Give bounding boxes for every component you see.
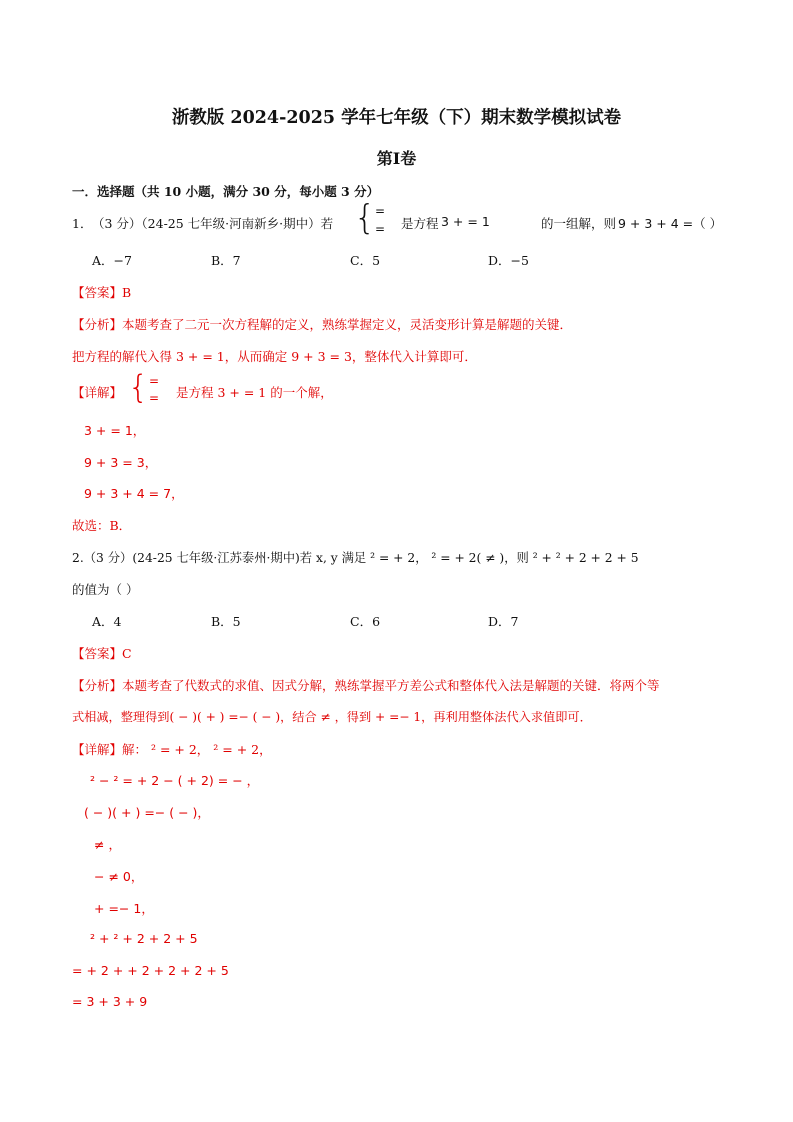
- q1-analysis-1: 【分析】本题考查了二元一次方程解的定义，熟练掌握定义，灵活变形计算是解题的关键．: [72, 317, 573, 332]
- q1-detail-eq2: =: [149, 391, 160, 405]
- q2-detail-line-7: = + 2 + + 2 + 2 + 2 + 5: [72, 963, 229, 978]
- q2-option-a: A．4: [92, 614, 122, 629]
- q1-equation: 3 + = 1: [441, 214, 490, 229]
- q2-detail-line-1: ² − ² = + 2 − ( + 2) = − ，: [90, 773, 260, 788]
- q1-detail-line-2: 9 + 3 = 3，: [84, 455, 158, 470]
- q2-detail-line-6: ² + ² + 2 + 2 + 5: [90, 931, 198, 946]
- q1-answer: 【答案】B: [72, 285, 132, 300]
- q1-expression: 9 + 3 + 4 =（ ）: [618, 216, 723, 231]
- q2-detail-1: 【详解】解： ² = + 2， ² = + 2，: [72, 742, 272, 757]
- q1-number: 1．: [72, 216, 93, 231]
- q1-detail-line-3: 9 + 3 + 4 = 7，: [84, 486, 184, 501]
- q2-line-2: 的值为（ ）: [72, 582, 139, 597]
- q1-detail-label: 【详解】: [72, 385, 123, 400]
- q2-line-1: 2.（3 分）(24-25 七年级·江苏泰州·期中)若 x, y 满足 ² = + 2， ² = + 2( ≠ )，则 ² + ² + 2 + 2 + 5: [72, 551, 639, 565]
- volume-title: 第I卷: [376, 149, 417, 168]
- q1-system-eq2: =: [375, 222, 386, 236]
- q1-detail-eq1: =: [149, 374, 160, 388]
- q1-detail-brace: {: [128, 368, 149, 406]
- q1-stem-c: 的一组解，则: [541, 216, 617, 231]
- q2-option-c: C．6: [350, 614, 381, 629]
- q1-system-brace: {: [354, 198, 376, 238]
- q2-detail-line-3: ≠ ，: [94, 837, 121, 852]
- q2-option-d: D．7: [488, 614, 519, 629]
- q2-detail-line-5: + =− 1，: [94, 901, 154, 916]
- q2-analysis-2: 式相减，整理得到( − )( + ) =− ( − )，结合 ≠ ，得到 + =− 1，再利用整体法代入求值即可．: [72, 710, 592, 724]
- q2-detail-line-4: − ≠ 0，: [94, 869, 144, 884]
- q1-detail-text: 是方程 3 + = 1 的一个解，: [176, 385, 333, 400]
- q2-answer: 【答案】C: [72, 646, 132, 661]
- q2-detail-line-2: ( − )( + ) =− ( − )，: [84, 805, 210, 820]
- q1-system-eq1: =: [375, 204, 386, 218]
- q2-detail-line-8: = 3 + 3 + 9: [72, 994, 148, 1009]
- q1-choice: 故选：B．: [72, 518, 132, 533]
- q1-stem-a: 是方程: [401, 216, 439, 231]
- q1-meta: （3 分）（24-25 七年级·河南新乡·期中）若: [92, 216, 334, 231]
- q2-analysis-1: 【分析】本题考查了代数式的求值、因式分解，熟练掌握平方差公式和整体代入法是解题的关键．将两个等: [72, 678, 660, 693]
- q1-option-b: B．7: [211, 253, 241, 268]
- q1-analysis-2: 把方程的解代入得 3 + = 1，从而确定 9 + 3 = 3，整体代入计算即可．: [72, 349, 477, 364]
- section-heading: 一．选择题（共 10 小题，满分 30 分，每小题 3 分）: [72, 184, 380, 199]
- q1-detail-line-1: 3 + = 1，: [84, 423, 146, 438]
- q1-option-d: D．−5: [488, 253, 529, 268]
- q1-option-a: A．−7: [92, 253, 132, 268]
- q2-option-b: B．5: [211, 614, 241, 629]
- q1-option-c: C．5: [350, 253, 381, 268]
- page-title: 浙教版 2024-2025 学年七年级（下）期末数学模拟试卷: [171, 108, 622, 128]
